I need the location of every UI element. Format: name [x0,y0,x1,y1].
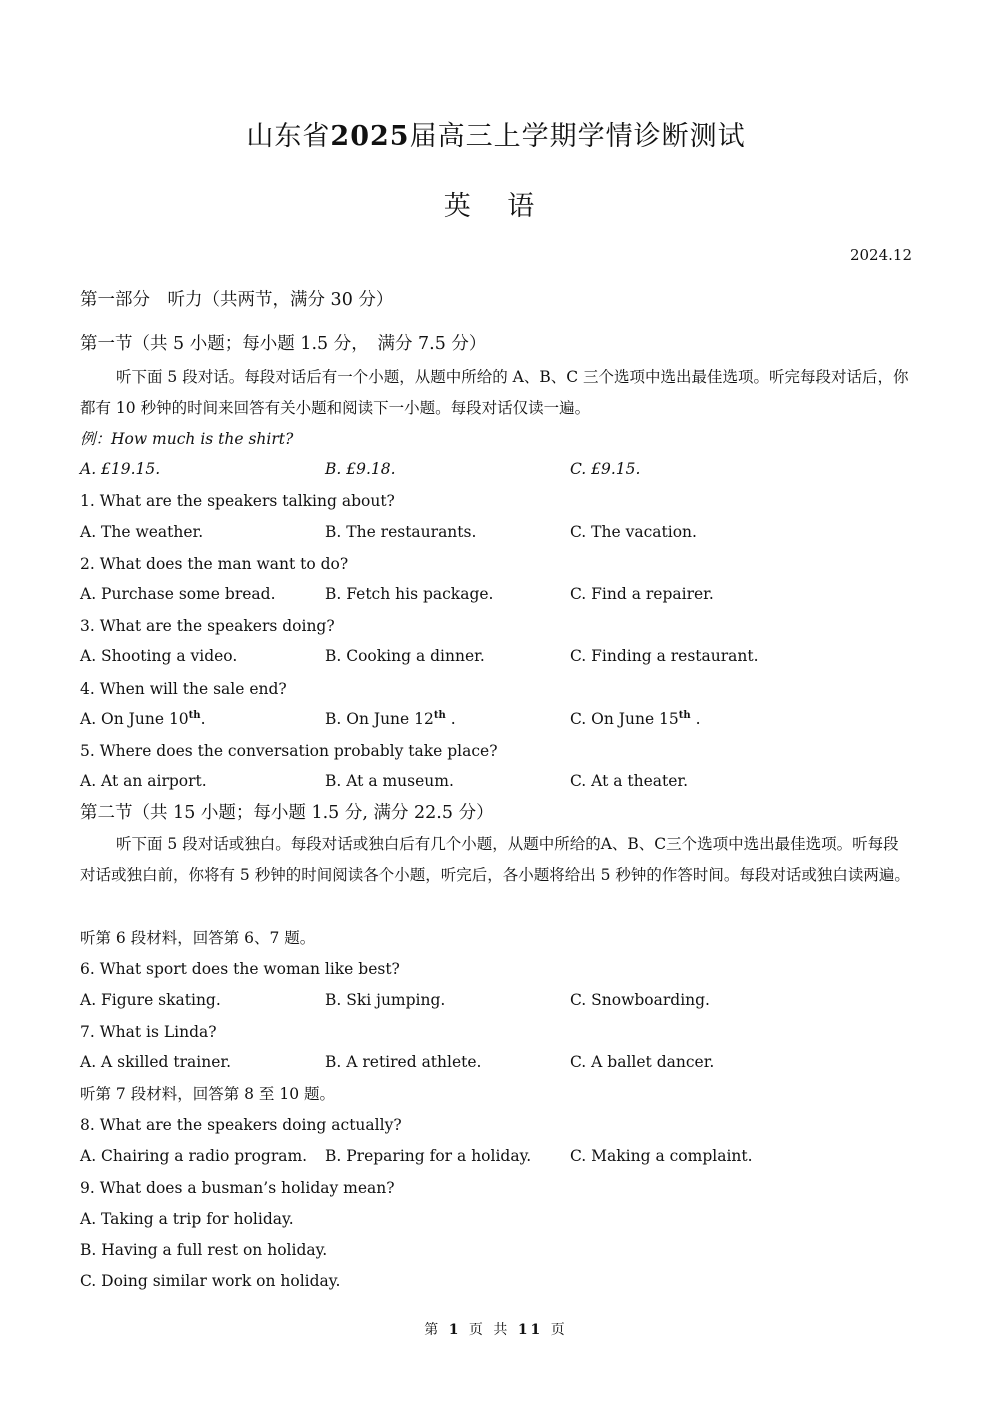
option-a: A. The weather. [80,523,204,541]
question-9: 9. What does a busman’s holiday mean? [80,1179,395,1197]
section2-instructions: 听下面 5 段对话或独白。每段对话或独白后有几个小题，从题中所给的A、B、C三个选项中选出最佳选项。听每段对话或独白前，你将有 5 秒钟的时间阅读各个小题，听完后，各小题将给出 5 秒钟的作答时间。每段对话或独白读两遍。 [80,835,910,884]
option-a: A. Figure skating. [80,991,221,1009]
option-b: B. Fetch his package. [325,585,494,603]
title-exam-name: 届高三上学期学情诊断测试 [409,121,746,152]
option-c: C. The vacation. [570,523,697,541]
question-5: 5. Where does the conversation probably take place? [80,742,498,760]
option-b: B. On June 12th . [325,709,456,728]
option-a: A. Purchase some bread. [80,585,276,603]
option-c: C. On June 15th . [570,709,701,728]
option-a: A. On June 10th. [80,709,206,728]
option-b: B. The restaurants. [325,523,477,541]
question-9-option-c: C. Doing similar work on holiday. [80,1272,341,1290]
question-1: 1. What are the speakers talking about? [80,492,395,510]
question-2-options [80,585,912,605]
ordinal-suffix: th [678,709,691,721]
option-c: C. Find a repairer. [570,585,714,603]
ordinal-suffix: th [433,709,446,721]
ordinal-suffix: th [188,709,201,721]
option-b: B. A retired athlete. [325,1053,482,1071]
option-b: B. £9.18. [325,460,396,478]
option-c: C. A ballet dancer. [570,1053,715,1071]
section2-heading: 第二节（共 15 小题；每小题 1.5 分, 满分 22.5 分） [80,803,494,823]
option-c: C. Making a complaint. [570,1147,753,1165]
example-question: 例：How much is the shirt? [80,430,294,448]
question-4: 4. When will the sale end? [80,680,287,698]
page-footer: 第 1 页 共 11 页 [424,1322,568,1338]
option-a: A. £19.15. [80,460,161,478]
title-year: 2025 [330,121,410,152]
question-3-options [80,647,912,667]
option-c: C. Snowboarding. [570,991,710,1009]
part1-heading: 第一部分 听力（共两节，满分 30 分） [80,290,394,310]
subject-title: 英 语 [443,191,549,222]
option-b: B. At a museum. [325,772,454,790]
option-b: B. Preparing for a holiday. [325,1147,532,1165]
question-5-options [80,772,912,792]
question-7: 7. What is Linda? [80,1023,217,1041]
question-6-options [80,991,912,1011]
question-4-options [80,710,912,730]
option-a: A. Shooting a video. [80,647,238,665]
option-c: C. At a theater. [570,772,689,790]
question-7-options [80,1053,912,1073]
page-number: 1 [448,1322,462,1338]
question-8-options [80,1147,912,1167]
example-options [80,460,912,480]
option-a: A. Chairing a radio program. [80,1147,308,1165]
section1-instructions: 听下面 5 段对话。每段对话后有一个小题，从题中所给的 A、B、C 三个选项中选出最佳选项。听完每段对话后，你都有 10 秒钟的时间来回答有关小题和阅读下一小题。每段对话仅读一遍。 [80,368,909,417]
page-total: 11 [517,1322,544,1338]
question-1-options [80,523,912,543]
option-c: C. Finding a restaurant. [570,647,759,665]
option-a: A. A skilled trainer. [80,1053,232,1071]
title-province: 山东省 [246,121,331,152]
option-a: A. At an airport. [80,772,207,790]
option-c: C. £9.15. [570,460,641,478]
page-title [0,114,992,153]
question-6: 6. What sport does the woman like best? [80,960,400,978]
section1-heading: 第一节（共 5 小题；每小题 1.5 分， 满分 7.5 分） [80,334,487,354]
option-b: B. Cooking a dinner. [325,647,485,665]
material-7-note: 听第 7 段材料，回答第 8 至 10 题。 [80,1085,336,1103]
question-8: 8. What are the speakers doing actually? [80,1116,402,1134]
exam-date: 2024.12 [849,246,912,264]
question-9-option-b: B. Having a full rest on holiday. [80,1241,328,1259]
question-3: 3. What are the speakers doing? [80,617,335,635]
material-6-note: 听第 6 段材料，回答第 6、7 题。 [80,929,316,947]
question-2: 2. What does the man want to do? [80,555,349,573]
option-b: B. Ski jumping. [325,991,446,1009]
question-9-option-a: A. Taking a trip for holiday. [80,1210,294,1228]
